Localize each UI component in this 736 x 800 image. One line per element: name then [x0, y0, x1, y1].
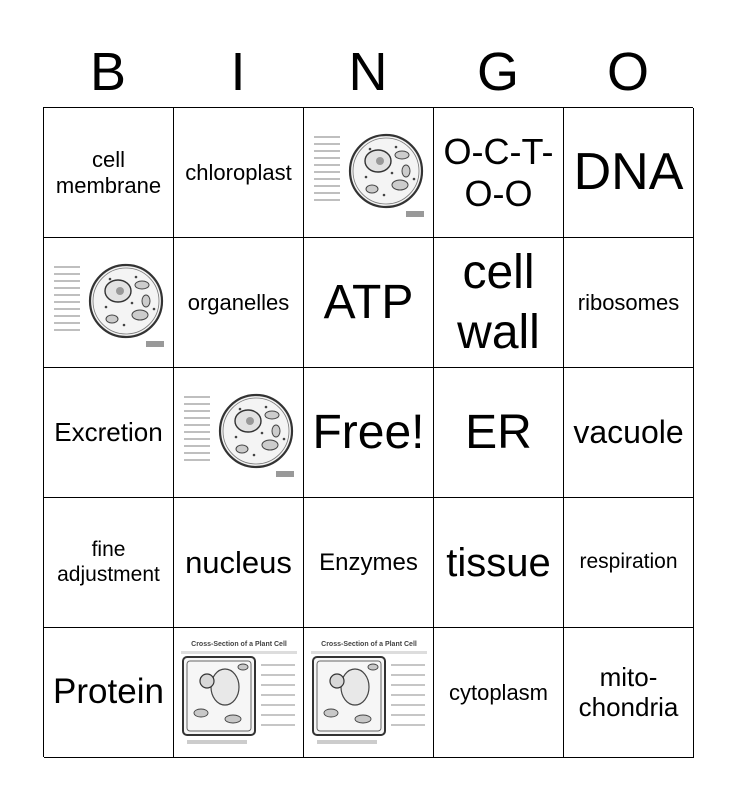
cell-text: O-C-T- O-O: [443, 131, 554, 214]
cell-text: Free!: [312, 405, 425, 459]
bingo-cell[interactable]: [44, 108, 174, 238]
bingo-cell[interactable]: [174, 238, 304, 368]
cell-text: ribosomes: [577, 289, 680, 315]
header-letter-n: N: [348, 42, 388, 102]
cell-text: respiration: [579, 550, 678, 574]
cell-text: cytoplasm: [448, 679, 549, 705]
cell-text: tissue: [446, 540, 551, 585]
bingo-cell[interactable]: [434, 498, 564, 628]
bingo-cell-free[interactable]: [304, 368, 434, 498]
cell-text: DNA: [573, 142, 684, 201]
bingo-cell[interactable]: [174, 498, 304, 628]
bingo-cell[interactable]: [564, 498, 694, 628]
plant-cell-caption: Cross-Section of a Plant Cell: [320, 640, 417, 648]
cell-text: Protein: [53, 672, 164, 712]
cell-text: vacuole: [573, 414, 684, 451]
bingo-cell[interactable]: [434, 238, 564, 368]
bingo-board: [43, 107, 693, 757]
cell-text: fine adjustment: [57, 538, 160, 586]
cell-text: Enzymes: [319, 548, 418, 576]
bingo-cell[interactable]: [174, 628, 304, 758]
animal-cell-diagram-icon: [180, 385, 298, 481]
bingo-cell[interactable]: [44, 498, 174, 628]
bingo-cell[interactable]: [564, 108, 694, 238]
plant-cell-diagram-icon: [307, 637, 431, 749]
cell-text: ER: [465, 405, 532, 459]
bingo-cell[interactable]: [44, 628, 174, 758]
bingo-cell[interactable]: [304, 498, 434, 628]
animal-cell-diagram-icon: [310, 125, 428, 221]
bingo-cell[interactable]: [564, 238, 694, 368]
bingo-cell[interactable]: [434, 628, 564, 758]
cell-text: cell membrane: [55, 147, 162, 198]
animal-cell-diagram-icon: [50, 255, 168, 351]
bingo-header: [43, 40, 693, 104]
bingo-cell[interactable]: [174, 108, 304, 238]
cell-text: Excretion: [54, 416, 163, 447]
cell-text: organelles: [187, 289, 290, 315]
plant-cell-caption: Cross-Section of a Plant Cell: [190, 640, 287, 648]
cell-text: chloroplast: [185, 159, 292, 185]
cell-text: cell wall: [457, 245, 540, 359]
bingo-cell[interactable]: [304, 238, 434, 368]
bingo-cell[interactable]: [434, 108, 564, 238]
bingo-cell[interactable]: [304, 108, 434, 238]
plant-cell-diagram-icon: [177, 637, 301, 749]
bingo-cell[interactable]: [44, 238, 174, 368]
bingo-cell[interactable]: [564, 368, 694, 498]
bingo-cell[interactable]: [304, 628, 434, 758]
cell-text: mito- chondria: [578, 661, 679, 722]
bingo-cell[interactable]: [564, 628, 694, 758]
cell-text: ATP: [323, 275, 414, 329]
header-letter-b: B: [89, 42, 127, 102]
bingo-cell[interactable]: [44, 368, 174, 498]
header-letter-i: I: [230, 42, 246, 102]
bingo-cell[interactable]: [434, 368, 564, 498]
bingo-cell[interactable]: [174, 368, 304, 498]
cell-text: nucleus: [185, 544, 292, 580]
header-letter-g: G: [476, 42, 519, 102]
header-letter-o: O: [606, 42, 649, 102]
